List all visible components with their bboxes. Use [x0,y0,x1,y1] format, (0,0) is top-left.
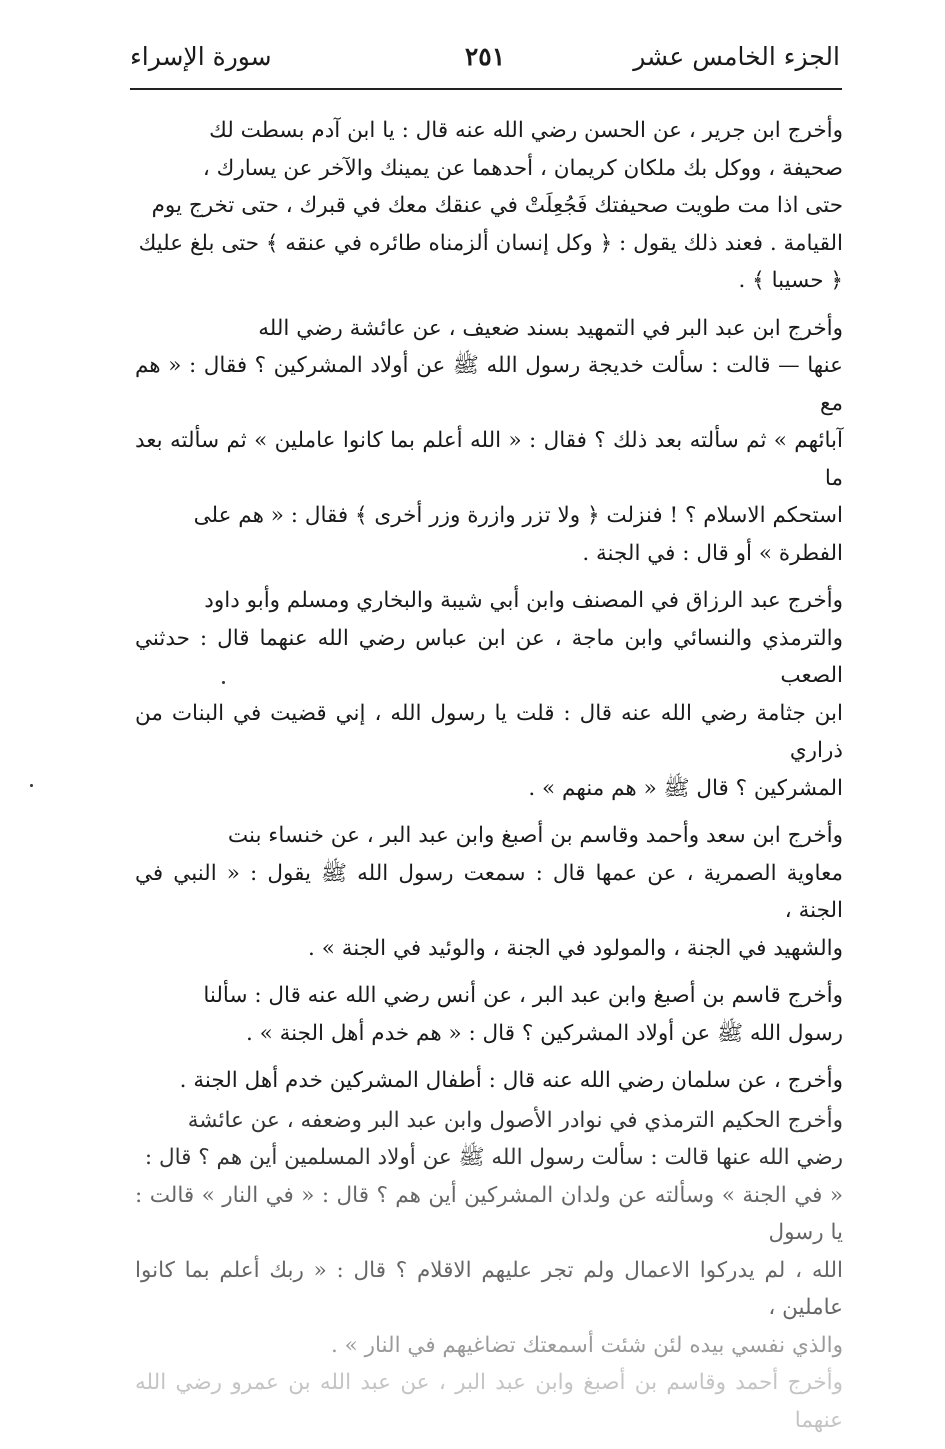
text-line: معاوية الصمرية ، عن عمها قال : سمعت رسول الله ﷺ يقول : « النبي في الجنة ، [135,860,843,923]
text-line: صحيفة ، ووكل بك ملكان كريمان ، أحدهما عن يمينك والآخر عن يسارك ، [202,155,843,181]
paragraph-ibn-saad [135,817,843,967]
text-line: والترمذي والنسائي وابن ماجة ، عن ابن عباس رضي الله عنهما قال : حدثني الصعب [135,625,843,688]
page-body [135,112,843,1449]
text-line: والشهيد في الجنة ، والمولود في الجنة ، والوئيد في الجنة » . [308,935,843,961]
text-line: القيامة . فعند ذلك يقول : ﴿ وكل إنسان ألزمناه طائره في عنقه ﴾ حتى بلغ عليك [138,230,843,256]
paragraph-hakim-tirmidhi [135,1102,843,1440]
paragraph-ibn-jarir [135,112,843,300]
page-number: ٢٥١ [464,42,506,71]
paragraph-salman [135,1062,843,1100]
text-line: وأخرج قاسم بن أصبغ وابن عبد البر ، عن أنس رضي الله عنه قال : سألنا [203,983,843,1008]
paragraph-qasim-ibn-asbagh [135,977,843,1052]
paragraph-abd-al-razzaq [135,582,843,807]
text-line: والذي نفسي بيده لئن شئت أسمعتك تضاغيهم في النار » . [330,1332,843,1358]
paragraph-ibn-abd-al-barr [135,310,843,573]
text-line: ابن جثامة رضي الله عنه قال : قلت يا رسول الله ، إني قضيت في البنات من ذراري [135,700,843,763]
text-line: حتى اذا مت طويت صحيفتك فَجُعِلَتْ في عنقك معك في قبرك ، حتى تخرج يوم [151,193,843,218]
text-line: المشركين ؟ قال ﷺ « هم منهم » . [528,775,843,801]
running-title-surah: سورة الإسراء [130,42,272,71]
text-line: وأخرج الحكيم الترمذي في نوادر الأصول وابن عبد البر وضعفه ، عن عائشة [187,1107,843,1133]
text-line: « في الجنة » وسألته عن ولدان المشركين أين هم ؟ قال : « في النار » قالت : يا رسول [135,1182,843,1245]
text-line: وأخرج ابن عبد البر في التمهيد بسند ضعيف ، عن عائشة رضي الله [258,315,843,341]
page-header [130,40,840,80]
text-line: وأخرج ابن جرير ، عن الحسن رضي الله عنه قال : يا ابن آدم بسطت لك [209,118,843,143]
text-line: رسول الله ﷺ عن أولاد المشركين ؟ قال : « هم خدم أهل الجنة » . [245,1020,843,1046]
header-rule [130,88,842,90]
scan-speck [30,784,33,787]
running-title-juz: الجزء الخامس عشر [633,42,840,71]
text-line: وأخرج أحمد وقاسم بن أصبغ وابن عبد البر ، عن عبد الله بن عمرو رضي الله عنهما [135,1370,843,1433]
scan-speck [222,681,225,684]
text-line: وأخرج ابن سعد وأحمد وقاسم بن أصبغ وابن عبد البر ، عن خنساء بنت [227,823,843,848]
text-line: وأخرج عبد الرزاق في المصنف وابن أبي شيبة والبخاري ومسلم وأبو داود [204,588,843,613]
text-line: ﴿ حسيبا ﴾ . [738,268,843,293]
text-line: استحكم الاسلام ؟ ! فنزلت ﴿ ولا تزر وازرة وزر أخرى ﴾ فقال : « هم على [193,503,843,528]
text-line: آبائهم » ثم سألته بعد ذلك ؟ فقال : « الله أعلم بما كانوا عاملين » ثم سألته بعد ما [135,428,843,491]
text-line: الله ، لم يدركوا الاعمال ولم تجر عليهم الاقلام ؟ قال : « ربك أعلم بما كانوا عاملين ، [135,1257,843,1320]
text-line: وأخرج ، عن سلمان رضي الله عنه قال : أطفال المشركين خدم أهل الجنة . [179,1068,843,1093]
text-line: الفطرة » أو قال : في الجنة . [582,540,843,566]
text-line: عنها — قالت : سألت خديجة رسول الله ﷺ عن أولاد المشركين ؟ فقال : « هم مع [135,353,843,416]
text-line: رضي الله عنها قالت : سألت رسول الله ﷺ عن أولاد المسلمين أين هم ؟ قال : [144,1145,843,1170]
